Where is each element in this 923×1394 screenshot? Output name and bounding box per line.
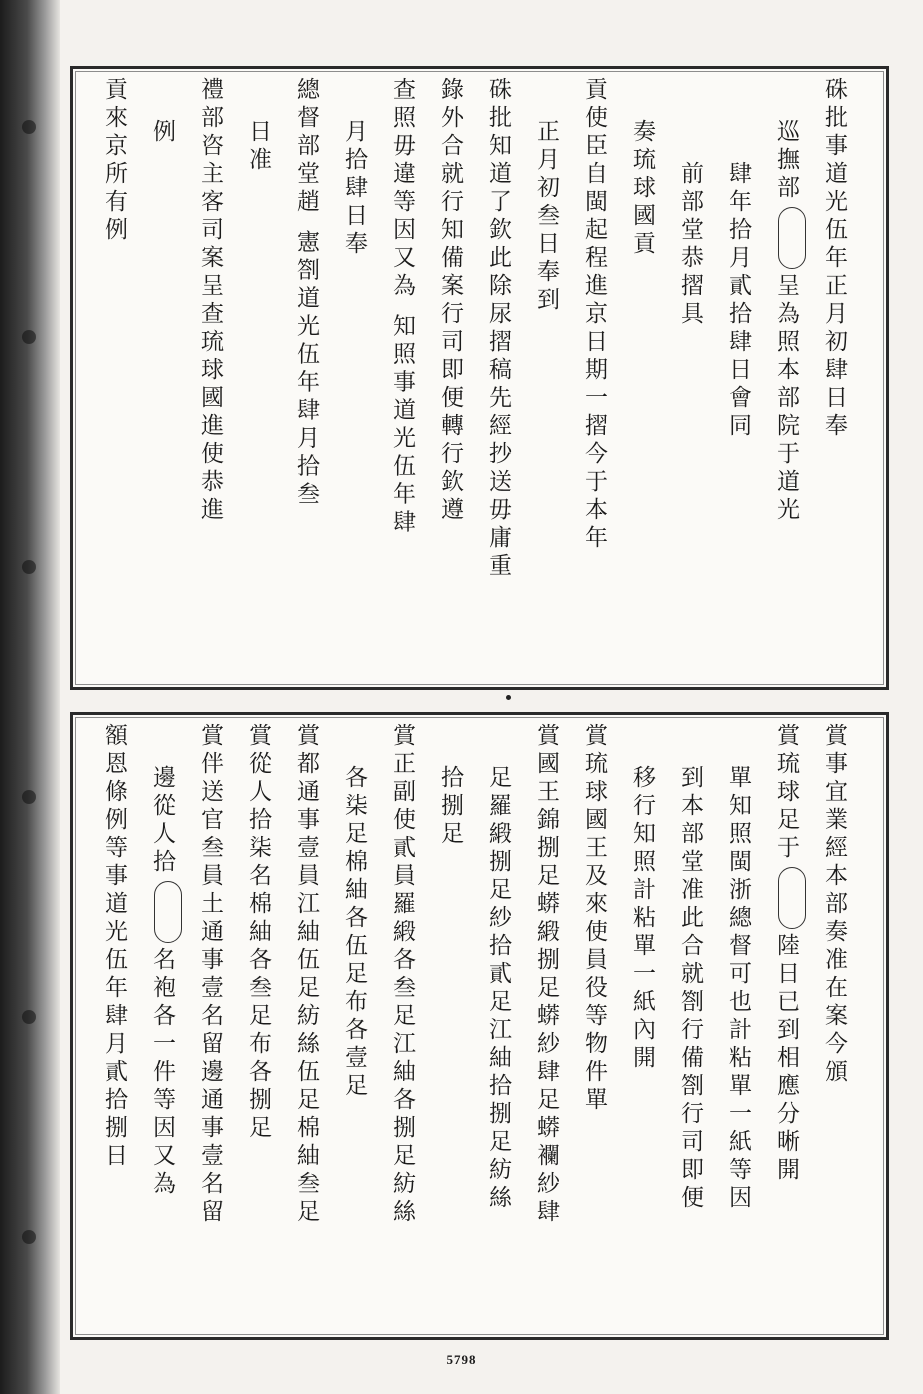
column-text: 賞伴送官叁員土通事壹名留邊通事壹名留 (197, 723, 223, 1227)
column-text: 賞都通事壹員江紬伍足紡絲伍足棉紬叁足 (293, 723, 319, 1227)
column-text: 前部堂恭摺具 (677, 161, 703, 329)
text-column (762, 723, 810, 1327)
column-text: 賞正副使貳員羅緞各叁足江紬各捌足紡絲 (389, 723, 415, 1227)
text-column (714, 723, 762, 1327)
column-text-continued: 呈為照本部院于道光 (773, 273, 799, 525)
text-column (330, 77, 378, 677)
column-text: 額恩條例等事道光伍年肆月貳拾捌日 (101, 723, 127, 1171)
text-column (90, 723, 138, 1327)
column-text: 硃批知道了欽此除尿摺稿先經抄送毋庸重 (485, 77, 511, 581)
text-column (330, 723, 378, 1327)
column-text: 日准 (245, 119, 271, 175)
text-column (522, 77, 570, 677)
column-text: 賞事宜業經本部奏准在案今頒 (821, 723, 847, 1087)
column-text: 總督部堂趙 憲劄道光伍年肆月拾叁 (293, 77, 319, 510)
text-column (762, 77, 810, 677)
page-number: 5798 (446, 1352, 477, 1367)
column-text: 賞琉球國王及來使員役等物件單 (581, 723, 607, 1115)
text-column (810, 77, 858, 677)
text-column (426, 723, 474, 1327)
column-text: 貢使臣自閩起程進京日期一摺今于本年 (581, 77, 607, 553)
bottom-manuscript-panel (70, 712, 889, 1340)
text-column (186, 77, 234, 677)
column-text: 例 (149, 119, 175, 147)
column-text-continued: 名袍各一件等因又為 (149, 947, 175, 1199)
text-column (570, 77, 618, 677)
column-text: 各柒足棉紬各伍足布各壹足 (341, 765, 367, 1101)
text-column (234, 723, 282, 1327)
text-column (234, 77, 282, 677)
column-text: 硃批事道光伍年正月初肆日奉 (821, 77, 847, 441)
top-manuscript-panel (70, 66, 889, 690)
column-text: 錄外合就行知備案行司即便轉行欽遵 (437, 77, 463, 525)
text-column (522, 723, 570, 1327)
column-text: 禮部咨主客司案呈查琉球國進使恭進 (197, 77, 223, 525)
text-column (186, 723, 234, 1327)
column-text: 查照毋違等因又為 知照事道光伍年肆 (389, 77, 415, 538)
omission-bracket (778, 867, 806, 929)
text-column (378, 77, 426, 677)
binding-holes (22, 0, 40, 1394)
text-column (474, 77, 522, 677)
column-text: 奏琉球國貢 (629, 119, 655, 259)
column-text: 正月初叁日奉到 (533, 119, 559, 315)
column-text: 巡撫部 (773, 119, 799, 203)
omission-bracket (154, 881, 182, 943)
text-column (666, 723, 714, 1327)
text-column (378, 723, 426, 1327)
text-column (138, 723, 186, 1327)
column-text: 賞從人拾柒名棉紬各叁足布各捌足 (245, 723, 271, 1143)
text-column (666, 77, 714, 677)
text-column (474, 723, 522, 1327)
text-column (570, 723, 618, 1327)
text-column (714, 77, 762, 677)
text-column (282, 77, 330, 677)
text-column (90, 77, 138, 677)
top-text-columns (90, 77, 858, 677)
column-text: 邊從人拾 (149, 765, 175, 877)
text-column (618, 723, 666, 1327)
column-text-continued: 陸日已到相應分晰開 (773, 933, 799, 1185)
text-column (618, 77, 666, 677)
column-text: 移行知照計粘單一紙內開 (629, 765, 655, 1073)
text-column (138, 77, 186, 677)
column-text: 賞琉球足于 (773, 723, 799, 863)
text-column (282, 723, 330, 1327)
column-text: 單知照閩浙總督可也計粘單一紙等因 (725, 765, 751, 1213)
text-column (426, 77, 474, 677)
text-column (810, 723, 858, 1327)
omission-bracket (778, 207, 806, 269)
center-mark (506, 695, 511, 700)
column-text: 月拾肆日奉 (341, 119, 367, 259)
column-text: 貢來京所有例 (101, 77, 127, 245)
column-text: 到本部堂准此合就劄行備劄行司即便 (677, 765, 703, 1213)
column-text: 賞國王錦捌足蟒緞捌足蟒紗肆足蟒襴紗肆 (533, 723, 559, 1227)
column-text: 肆年拾月貳拾肆日會同 (725, 161, 751, 441)
bottom-text-columns (90, 723, 858, 1327)
column-text: 拾捌足 (437, 765, 463, 849)
column-text: 足羅緞捌足紗拾貳足江紬拾捌足紡絲 (485, 765, 511, 1213)
